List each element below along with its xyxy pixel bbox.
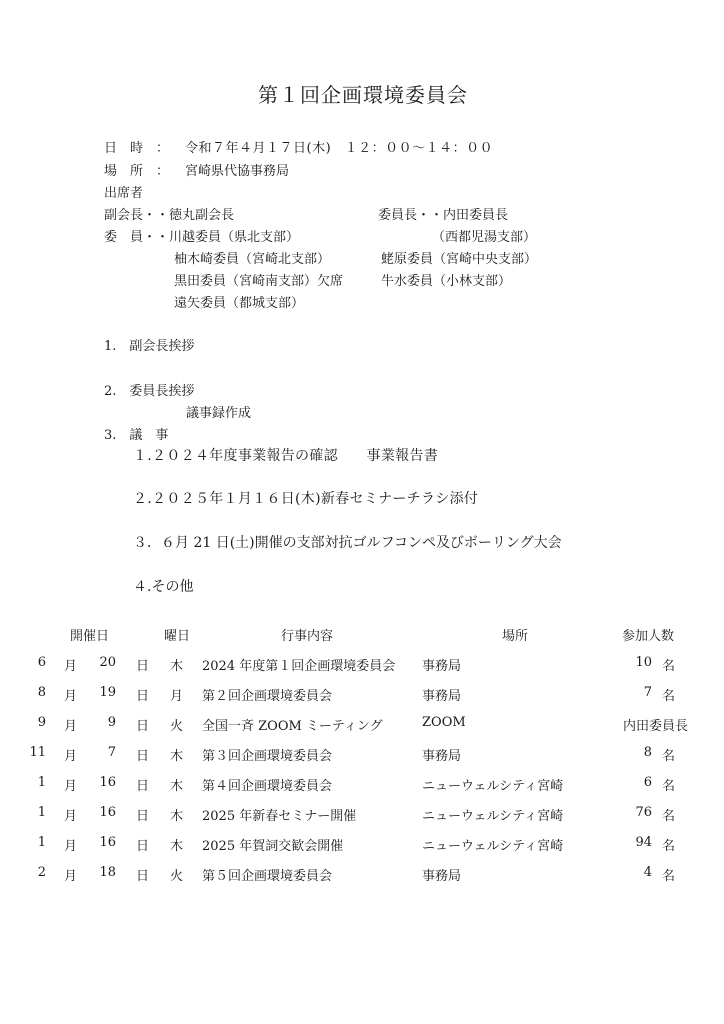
agenda-item: 1. 副会長挨拶 [104,339,195,354]
cell-month-unit: 月 [64,779,78,794]
cell-weekday: 木 [170,749,184,764]
cell-month-unit: 月 [64,659,78,674]
cell-weekday: 木 [170,659,184,674]
minutes-note: 議事録作成 [186,406,252,421]
page-title: 第１回企画環境委員会 [258,83,468,107]
cell-count-unit: 名 [662,839,676,854]
cell-count-unit: 名 [662,809,676,824]
datetime-label: 日 時 ： [104,141,170,156]
cell-day: 18 [99,865,116,880]
cell-month: 11 [29,745,46,760]
cell-weekday: 木 [170,779,184,794]
cell-event: 全国一斉 ZOOM ミーティング [202,719,383,734]
agenda-subitem: ３．６月 21 日(土)開催の支部対抗ゴルフコンペ及びボーリング大会 [133,535,562,551]
cell-event: 第３回企画環境委員会 [202,749,333,764]
cell-count: 10 [635,655,652,670]
agenda-item: 3. 議 事 [104,428,169,443]
cell-day: 16 [99,775,116,790]
table-header-count: 参加人数 [622,629,675,644]
cell-month-unit: 月 [64,869,78,884]
cell-count: 94 [635,835,652,850]
agenda-subitem: １.２０２４年度事業報告の確認 事業報告書 [133,448,439,464]
cell-place: 事務局 [422,749,462,764]
cell-day: 9 [107,715,116,730]
cell-count: 8 [643,745,652,760]
cell-day-unit: 日 [136,809,150,824]
cell-place: ニューウェルシティ宮崎 [422,839,564,854]
member-item: 黒田委員（宮崎南支部）欠席 [174,274,344,289]
cell-place: ZOOM [422,715,466,730]
cell-count-unit: 名 [662,659,676,674]
cell-event: 2024 年度第１回企画環境委員会 [202,659,396,674]
cell-day-unit: 日 [136,689,150,704]
agenda-item: 2. 委員長挨拶 [104,384,195,399]
chair-branch: （西都児湯支部） [432,230,537,245]
cell-month: 1 [37,775,46,790]
place-value: 宮崎県代協事務局 [185,164,290,179]
agenda-subitem: ４.その他 [133,579,194,595]
place-label: 場 所 ： [104,164,170,179]
cell-month: 1 [37,805,46,820]
cell-month-unit: 月 [64,809,78,824]
cell-event: 2025 年賀詞交歓会開催 [202,839,344,854]
cell-weekday: 木 [170,839,184,854]
cell-count-unit: 名 [662,779,676,794]
cell-count: 7 [643,685,652,700]
cell-event: 第４回企画環境委員会 [202,779,333,794]
member-item: 蛯原委員（宮崎中央支部） [381,252,538,267]
cell-event: 2025 年新春セミナー開催 [202,809,357,824]
cell-day-unit: 日 [136,839,150,854]
cell-month: 1 [37,835,46,850]
vice-chair: 副会長・・徳丸副会長 [104,208,235,223]
cell-month: 9 [37,715,46,730]
table-header-weekday: 曜日 [164,629,191,644]
members-lead: 委 員・・川越委員（県北支部） [104,230,300,245]
chair: 委員長・・内田委員長 [378,208,509,223]
cell-day: 20 [99,655,116,670]
cell-place: ニューウェルシティ宮崎 [422,809,564,824]
cell-weekday: 木 [170,809,184,824]
cell-count: 76 [635,805,652,820]
cell-count: 6 [643,775,652,790]
cell-day-unit: 日 [136,869,150,884]
cell-month-unit: 月 [64,749,78,764]
cell-day: 7 [107,745,116,760]
cell-day-unit: 日 [136,719,150,734]
cell-weekday: 火 [170,719,184,734]
cell-day-unit: 日 [136,659,150,674]
cell-month: 2 [37,865,46,880]
cell-month-unit: 月 [64,689,78,704]
cell-count-unit: 名 [662,689,676,704]
cell-place: ニューウェルシティ宮崎 [422,779,564,794]
cell-count-unit: 名 [662,869,676,884]
table-header-event: 行事内容 [281,629,334,644]
cell-month: 8 [37,685,46,700]
cell-month: 6 [37,655,46,670]
cell-month-unit: 月 [64,839,78,854]
cell-day: 19 [99,685,116,700]
cell-count: 内田委員長 [622,719,688,734]
cell-count: 4 [643,865,652,880]
cell-day: 16 [99,835,116,850]
cell-day-unit: 日 [136,779,150,794]
datetime-value: 令和７年４月１７日(木) １２：００～１４：００ [185,141,494,156]
member-item: 柚木崎委員（宮崎北支部） [174,252,331,267]
cell-weekday: 火 [170,869,184,884]
agenda-subitem: ２.２０２５年１月１６日(木)新春セミナーチラシ添付 [133,491,479,507]
cell-event: 第５回企画環境委員会 [202,869,333,884]
cell-event: 第２回企画環境委員会 [202,689,333,704]
cell-month-unit: 月 [64,719,78,734]
member-item: 牛水委員（小林支部） [381,274,512,289]
cell-weekday: 月 [170,689,184,704]
cell-count-unit: 名 [662,749,676,764]
member-item: 遠矢委員（都城支部） [174,296,305,311]
table-header-place: 場所 [502,629,529,644]
cell-place: 事務局 [422,869,462,884]
cell-day-unit: 日 [136,749,150,764]
cell-day: 16 [99,805,116,820]
table-header-date: 開催日 [70,629,110,644]
attendees-label: 出席者 [104,186,144,201]
cell-place: 事務局 [422,689,462,704]
cell-place: 事務局 [422,659,462,674]
